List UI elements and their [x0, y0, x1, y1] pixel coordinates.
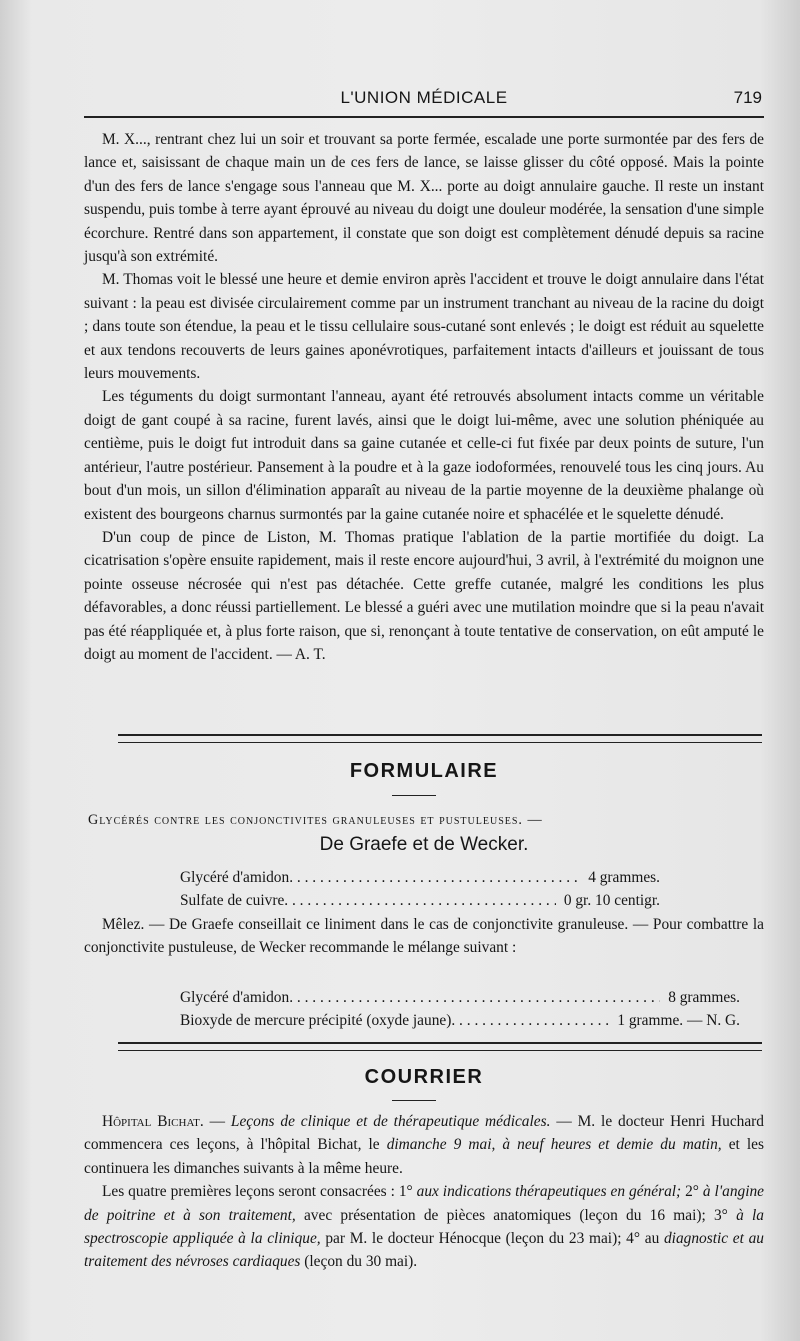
paragraph	[84, 1180, 764, 1274]
paragraph: Mêlez. — De Graefe conseillait ce liniment dans le cas de conjonctivite granuleuse. — Pour combattre la conjonctivite pustuleuse, de Wecker recommande le mélange suivant :	[84, 916, 764, 957]
leader-dots	[289, 986, 660, 1009]
section-title-courrier: COURRIER	[364, 1066, 484, 1088]
text-run: avec présentation de pièces anatomiques (leçon du 16 mai); 3°	[295, 1206, 737, 1224]
text-run: 2°	[681, 1183, 703, 1201]
paragraph	[84, 1110, 764, 1180]
paragraph: M. Thomas voit le blessé une heure et demie environ après l'accident et trouve le doigt annulaire dans l'état suivant : la peau est divisée circulairement comme par un instrument tranchant au niveau de la racine du doigt ; dans toute son étendue, la peau et le tissu cellulaire sous-cutané sont enlevés ; le doigt est réduit au squelette et aux tendons recouverts de leurs gaines aponévrotiques, parfaitement intacts d'ailleurs et jouissant de tous leurs mouvements.	[84, 271, 764, 383]
recipe-line	[180, 866, 660, 889]
ingredient: Glycéré d'amidon	[180, 989, 290, 1006]
ingredient: Bioxyde de mercure précipité (oxyde jaune)	[180, 1012, 452, 1029]
section-divider	[118, 1042, 762, 1051]
section-title-formulaire: FORMULAIRE	[349, 760, 499, 782]
header-rule	[84, 116, 764, 118]
recipe-line	[180, 889, 660, 912]
leader-dots	[289, 866, 580, 889]
lecture-title: Leçons de clinique et de thérapeutique médicales.	[230, 1113, 551, 1130]
dash: —	[203, 1113, 231, 1130]
courrier-text	[84, 1110, 764, 1274]
recipe-2	[180, 986, 740, 1032]
topic: à la spectroscopie appliquée à la clinique,	[84, 1206, 764, 1248]
formula-instructions	[84, 913, 764, 960]
section-divider	[118, 734, 762, 743]
text-run: Les quatre premières leçons seront consacrées : 1°	[102, 1183, 417, 1201]
paragraph: M. X..., rentrant chez lui un soir et trouvant sa porte fermée, escalade une porte surmontée par des fers de lance et, saisissant de chaque main un de ces fers de lance, se laisse glisser du côté opposé. Mais la pointe d'un des fers de lance s'engage sous l'anneau que M. X... porte au doigt annulaire gauche. Il reste un instant suspendu, puis tombe à terre ayant éprouvé au niveau du doigt une douleur modérée, la sensation d'une simple écorchure. Rentré dans son appartement, il constate que son doigt est complètement dénudé depuis sa racine jusqu'à son extrémité.	[84, 131, 764, 266]
topic: aux indications thérapeutiques en général;	[416, 1183, 682, 1201]
recipe-line	[180, 1009, 740, 1032]
page-number: 719	[733, 88, 762, 107]
leader-dots	[451, 1009, 609, 1032]
text-run: — M. le docteur Henri Huchard commencera ces leçons, à l'hôpital Bichat, le	[84, 1113, 764, 1154]
recipe-1	[180, 866, 660, 912]
title-underline	[392, 1100, 436, 1101]
text-run: par M. le docteur Hénocque (leçon du 23 mai); 4° au	[320, 1230, 664, 1248]
formula-author: De Graefe et de Wecker.	[319, 834, 529, 855]
topic: à l'angine de poitrine et à son traitement,	[84, 1183, 765, 1224]
running-header	[84, 84, 764, 114]
quantity: 8 grammes.	[668, 989, 740, 1006]
ingredient: Glycéré d'amidon	[180, 869, 290, 886]
quantity: 4 grammes.	[588, 869, 660, 886]
topic: diagnostic et au traitement des névroses cardiaques	[84, 1230, 764, 1271]
text-run: et les continuera les dimanches suivants à la même heure.	[84, 1136, 764, 1177]
quantity: 1 gramme. — N. G.	[617, 1012, 740, 1029]
text-run: (leçon du 30 mai).	[300, 1253, 418, 1271]
quantity: 0 gr. 10 centigr.	[563, 892, 660, 909]
recipe-line	[180, 986, 740, 1009]
ingredient: Sulfate de cuivre	[180, 892, 285, 909]
case-report	[84, 128, 764, 666]
paragraph: Les téguments du doigt surmontant l'anneau, ayant été retrouvés absolument intacts comme un véritable doigt de gant coupé à sa racine, furent lavés, ainsi que le doigt lui-même, avec une solution phéniquée au centième, puis le doigt fut introduit dans sa gaine cutanée et celle-ci fut fixée par deux points de suture, l'un antérieur, l'autre postérieur. Pansement à la poudre et à la gaze iodoformées, renouvelé tous les cinq jours. Au bout d'un mois, un sillon d'élimination apparaît au niveau de la partie moyenne de la deuxième phalange où existent des bourgeons charnus surmontés par la gaine cutanée noire et sphacélée et le squelette dénudé.	[84, 388, 764, 523]
leader-dots	[284, 889, 556, 912]
lecture-date: dimanche 9 mai, à neuf heures et demie du matin,	[386, 1136, 722, 1154]
hospital-name: Hôpital Bichat.	[102, 1113, 204, 1130]
journal-title: L'UNION MÉDICALE	[340, 88, 508, 107]
formula-heading: Glycérés contre les conjonctivites granuleuses et pustuleuses. —	[88, 812, 543, 828]
title-underline	[392, 795, 436, 796]
paragraph: D'un coup de pince de Liston, M. Thomas pratique l'ablation de la partie mortifiée du doigt. La cicatrisation s'opère ensuite rapidement, mais il reste encore aujourd'hui, 3 avril, à l'extrémité du moignon une pointe osseuse nécrosée qui n'est pas détachée. Cette greffe cutanée, malgré les conditions les plus défavorables, a donc réussi partiellement. Le blessé a guéri avec une mutilation moindre que si la peau n'avait pas été réappliquée et, à plus forte raison, que si, renonçant à toute tentative de conservation, on eût amputé le doigt au moment de l'accident. — A. T.	[84, 528, 764, 663]
